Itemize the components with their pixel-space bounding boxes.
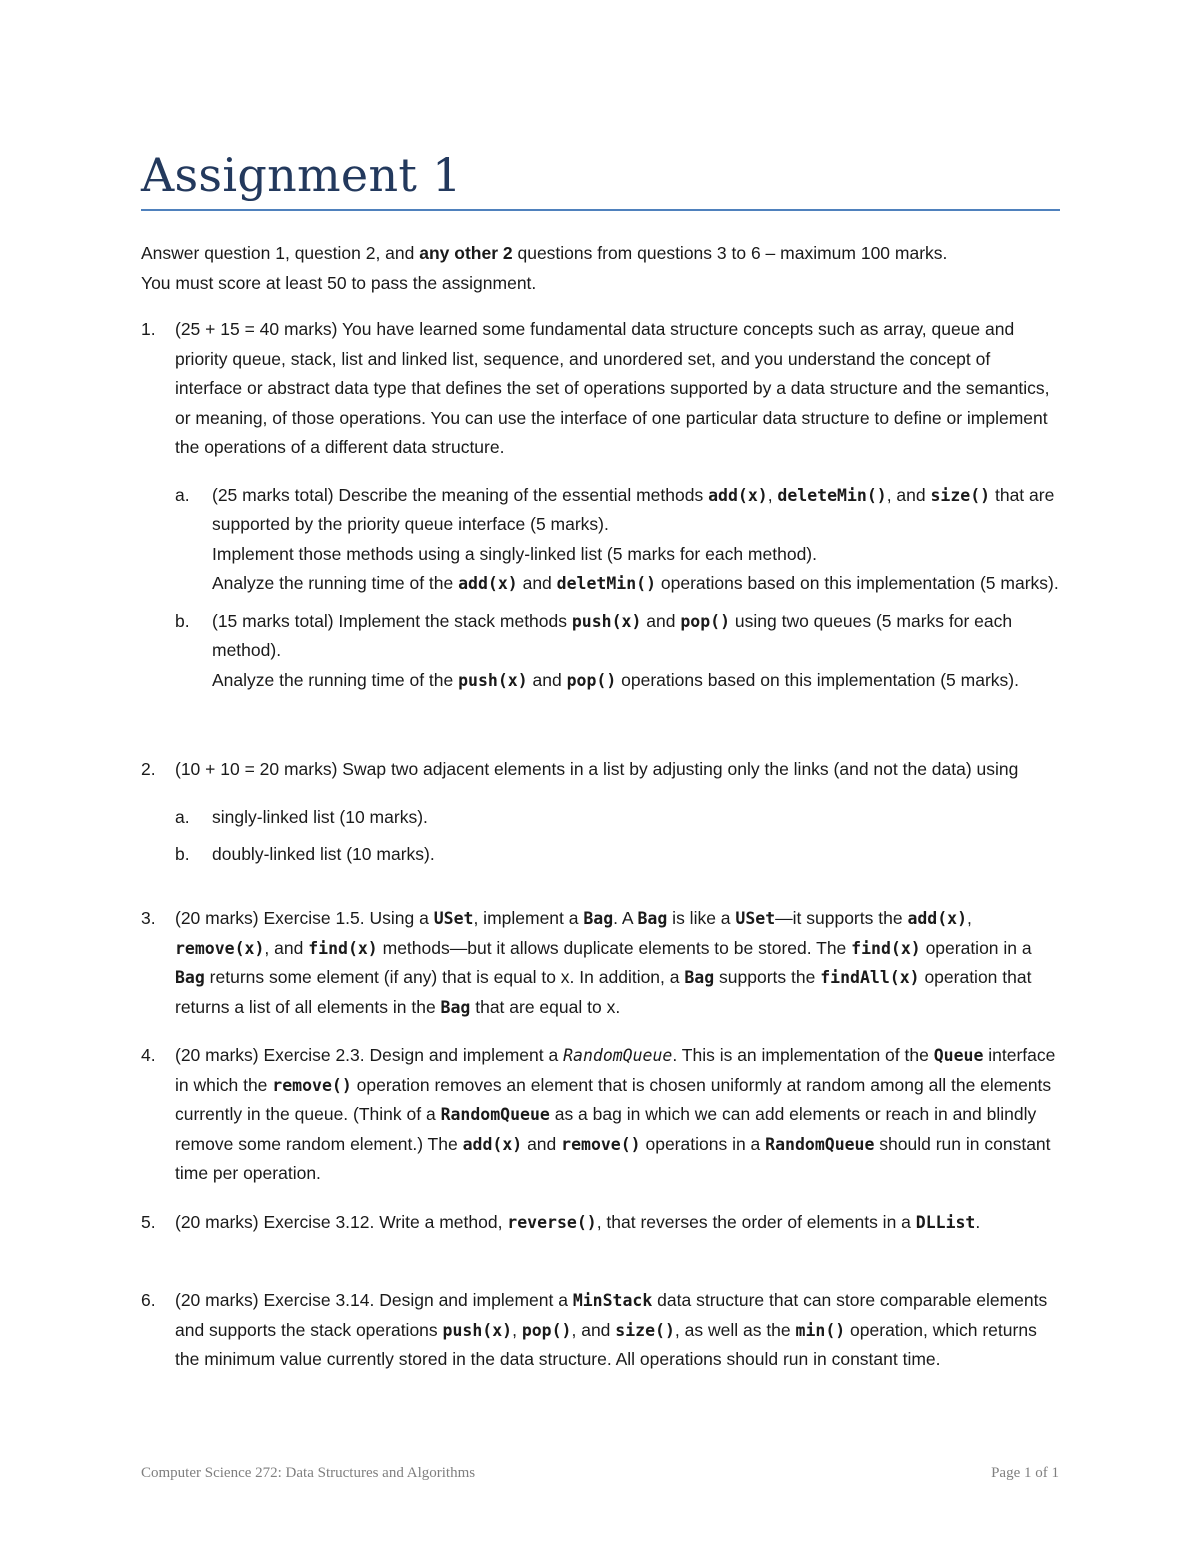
sub-question-letter: b. [175,844,190,864]
intro-emphasis: any other 2 [419,243,513,263]
question-5-text: (20 marks) Exercise 3.12. Write a method, reverse(), that reverses the order of elements in a DLList. [175,1212,981,1232]
question-number: 1. [141,319,156,339]
question-2-text: (10 + 10 = 20 marks) Swap two adjacent elements in a list by adjusting only the links (and not the data) using [175,759,1019,779]
question-1b: b. (15 marks total) Implement the stack methods push(x) and pop() using two queues (5 marks for each method). Analyze the running time of the push(x) and pop() operations based on this implementation (5 marks). [175,607,1061,696]
footer-page-number: Page 1 of 1 [991,1465,1059,1481]
sub-question-letter: b. [175,610,190,631]
intro-paragraph [141,239,1061,298]
sub-question-letter: a. [175,806,190,827]
question-number: 6. [141,1290,156,1310]
question-3-text: (20 marks) Exercise 1.5. Using a USet, implement a Bag. A Bag is like a USet—it supports the add(x), remove(x), and find(x) methods—but it allows duplicate elements to be stored. The find(x) operation in a Bag returns some element (if any) that is equal to x. In addition, a Bag supports the findAll(x) operation that returns a list of all elements in the Bag that are equal to x. [175,908,1032,1017]
code-size: size() [930,485,991,505]
intro-line-1: Answer question 1, question 2, and any other 2 questions from questions 3 to 6 – maximum 100 marks. [141,243,948,263]
question-4-text: (20 marks) Exercise 2.3. Design and implement a RandomQueue. This is an implementation of the Queue interface in which the remove() operation removes an element that is chosen uniformly at random among all the elements currently in the queue. (Think of a RandomQueue as a bag in which we can add elements or reach in and blindly remove some random element.) The add(x) and remove() operations in a RandomQueue should run in constant time per operation. [175,1045,1056,1183]
title-underline [141,209,1060,211]
code-deleteMin: deleteMin() [777,485,887,505]
question-4 [141,1041,1061,1189]
code-deletMin: deletMin() [556,574,657,593]
question-number: 5. [141,1212,156,1232]
code-add: add(x) [708,485,768,505]
footer-course: Computer Science 272: Data Structures and Algorithms [141,1465,476,1481]
code-pop: pop() [680,611,731,631]
sub-question-letter: a. [175,484,190,505]
question-2b: b. doubly-linked list (10 marks). [175,840,1061,870]
page-title: Assignment 1 [141,148,462,202]
question-1a: a. (25 marks total) Describe the meaning of the essential methods add(x), deleteMin(), and size() that are supported by the priority queue interface (5 marks). Implement those methods using a singly-linked list (5 marks for each method). Analyze the running time of the add(x) and deletMin() operations based on this implementation (5 marks). [175,481,1061,599]
question-number: 4. [141,1045,156,1065]
question-5 [141,1208,1061,1238]
code-push: push(x) [458,670,528,690]
question-2 [141,755,1061,870]
question-3 [141,904,1061,1022]
question-1 [141,315,1061,695]
code-pop: pop() [566,670,617,690]
question-number: 3. [141,908,156,928]
intro-line-2: You must score at least 50 to pass the assignment. [141,272,537,293]
code-push: push(x) [571,611,642,631]
question-6 [141,1286,1061,1375]
code-add: add(x) [458,574,518,593]
question-1-text: (25 + 15 = 40 marks) You have learned some fundamental data structure concepts such as array, queue and priority queue, stack, list and linked list, sequence, and unordered set, and you understand the concept of interface or abstract data type that defines the set of operations supported by a data structure and the semantics, or meaning, of those operations. You can use the interface of one particular data structure to define or implement the operations of a different data structure. [175,319,1050,457]
question-6-text: (20 marks) Exercise 3.14. Design and implement a MinStack data structure that can store comparable elements and supports the stack operations push(x), pop(), and size(), as well as the min() operation, which returns the minimum value currently stored in the data structure. All operations should run in constant time. [175,1290,1048,1369]
question-2a: a. singly-linked list (10 marks). [175,803,1061,833]
question-number: 2. [141,759,156,779]
